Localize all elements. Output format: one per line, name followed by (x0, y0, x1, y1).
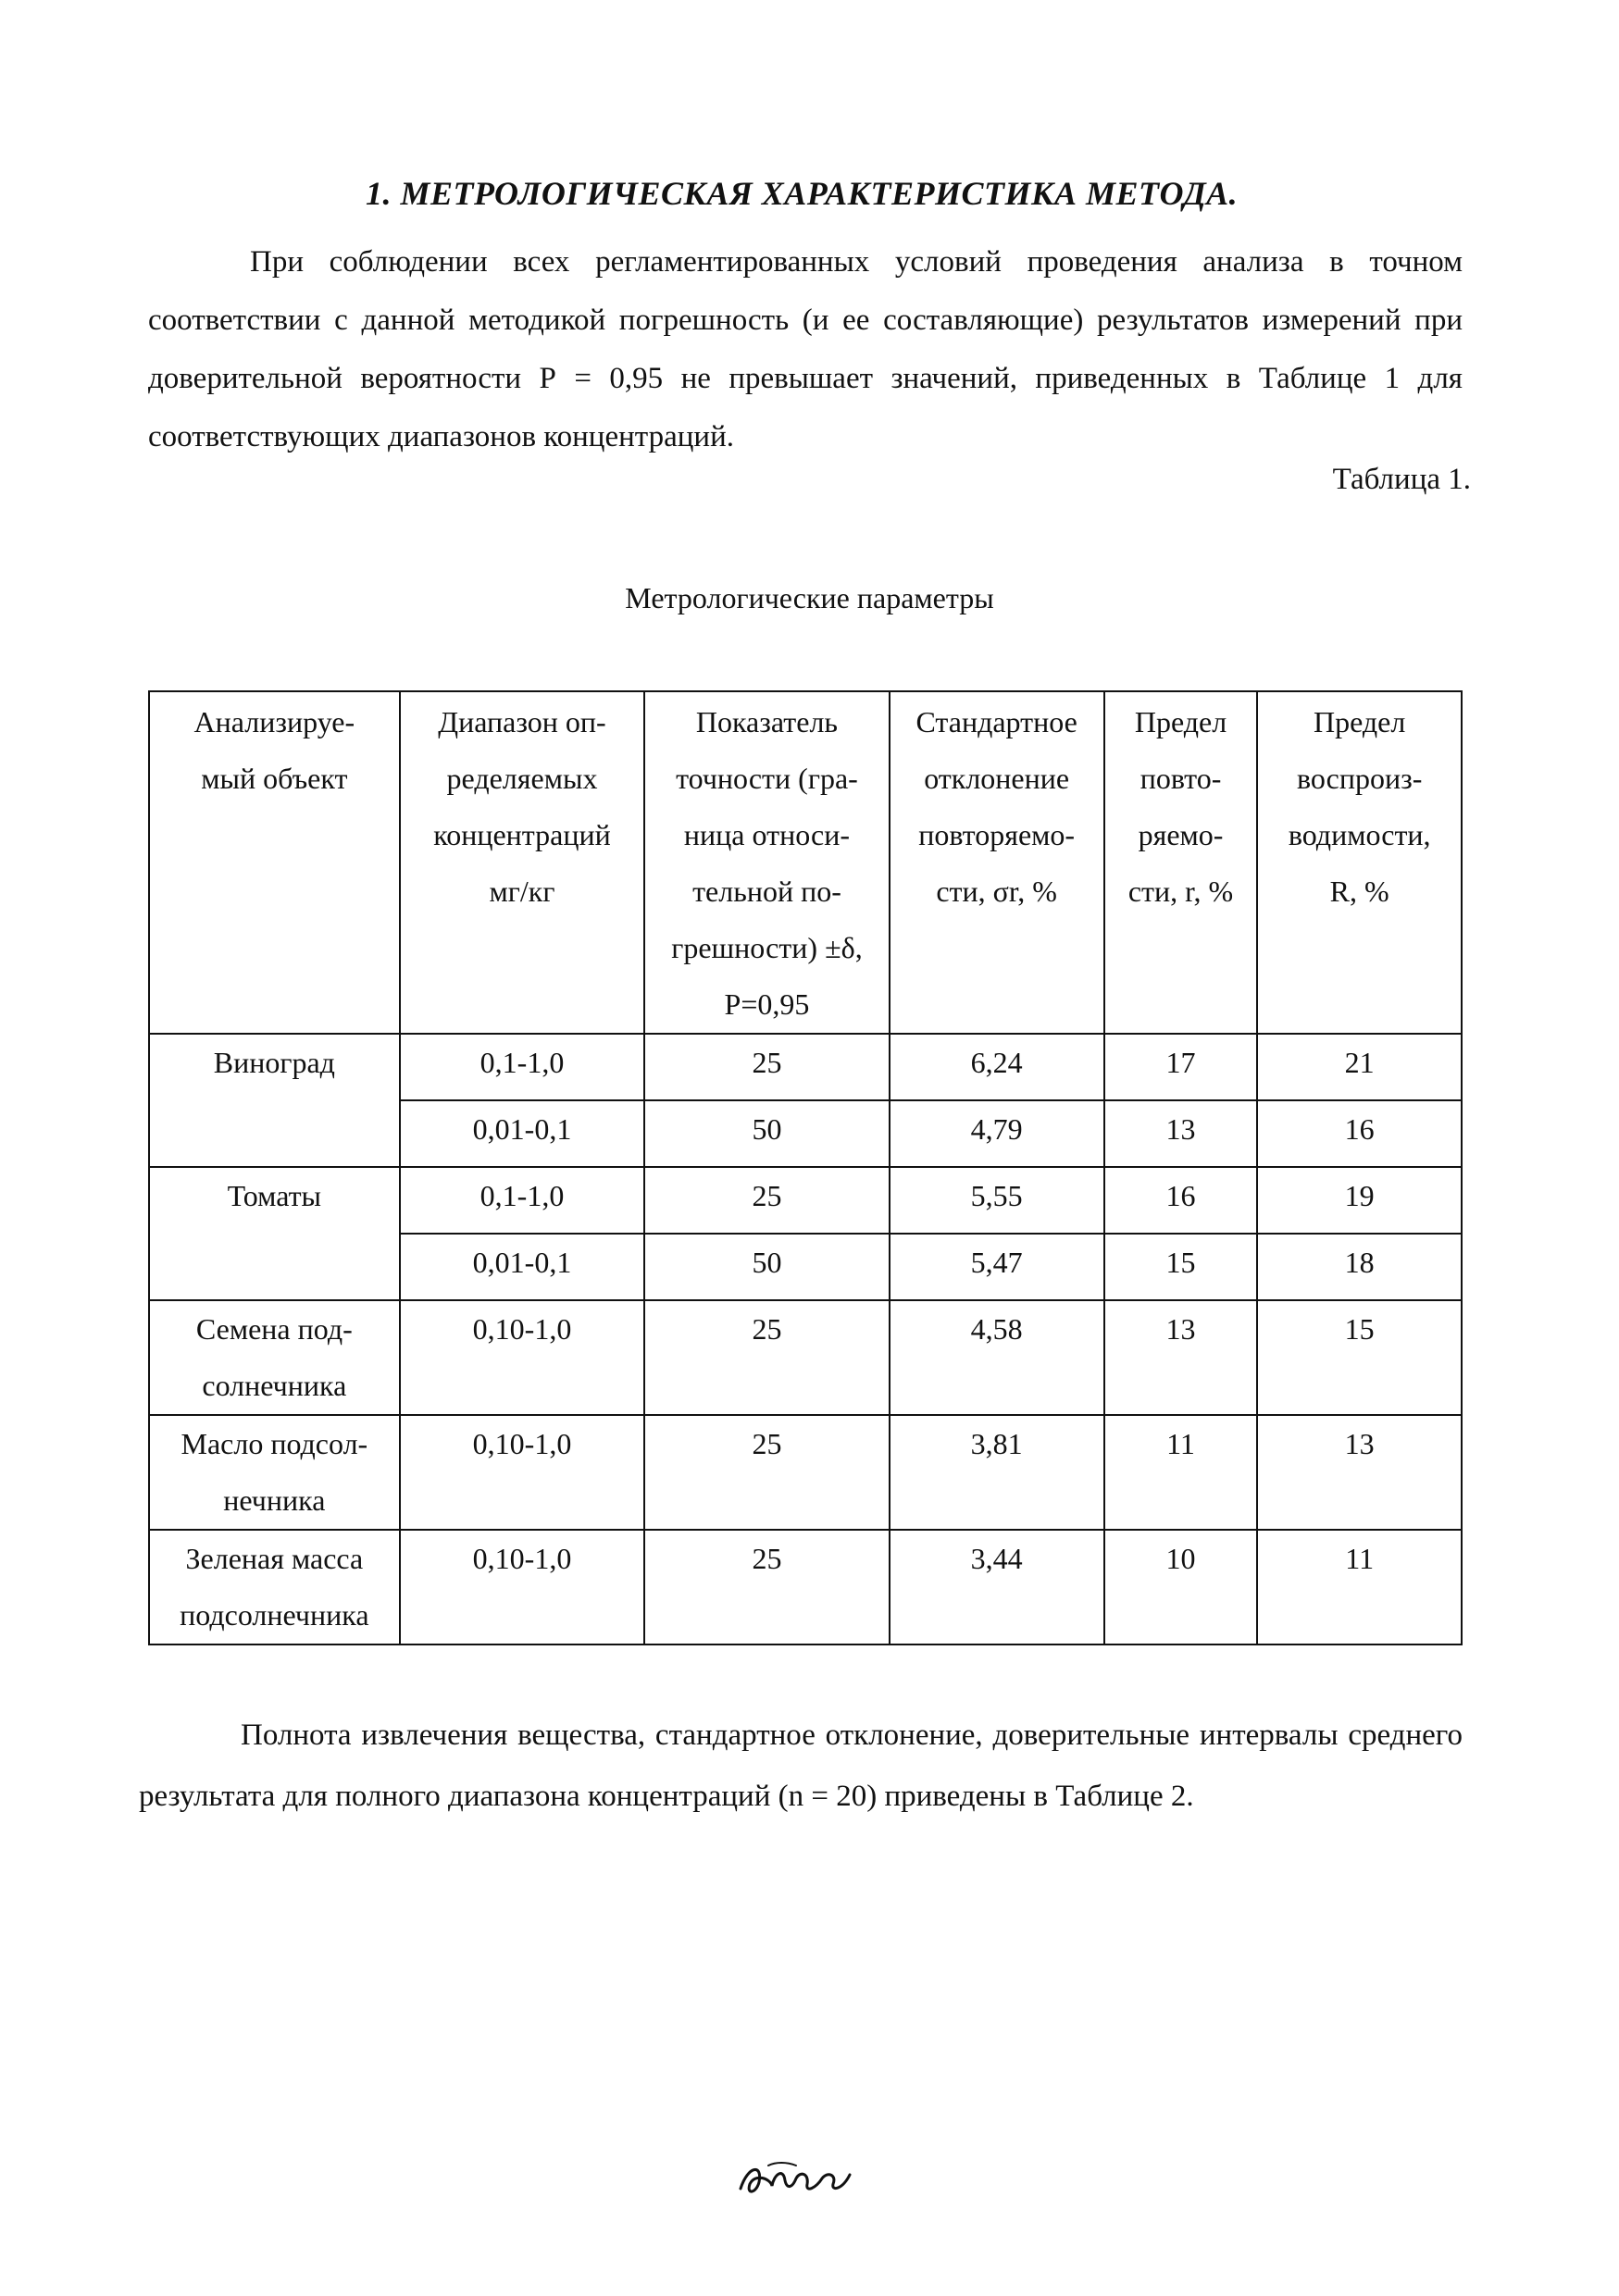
cell-r: 17 (1104, 1034, 1258, 1100)
cell-range: 0,01-0,1 (400, 1234, 645, 1300)
cell-std: 5,47 (890, 1234, 1104, 1300)
cell-accuracy: 25 (644, 1167, 889, 1234)
header-std-deviation: Стандартное отклонение повторяемо- сти, σr, % (890, 691, 1104, 1034)
closing-paragraph (139, 1705, 1463, 1827)
metrological-parameters-table (148, 690, 1463, 1645)
header-range: Диапазон оп- ределяемых концентраций мг/кг (400, 691, 645, 1034)
cell-R: 16 (1257, 1100, 1462, 1167)
table-caption: Таблица 1. (1332, 463, 1471, 496)
cell-R: 15 (1257, 1300, 1462, 1415)
cell-r: 10 (1104, 1530, 1258, 1644)
signature-icon (731, 2147, 879, 2203)
cell-range: 0,1-1,0 (400, 1167, 645, 1234)
cell-accuracy: 50 (644, 1234, 889, 1300)
cell-object: Масло подсол- нечника (149, 1415, 400, 1530)
header-object: Анализируе- мый объект (149, 691, 400, 1034)
cell-R: 19 (1257, 1167, 1462, 1234)
cell-R: 18 (1257, 1234, 1462, 1300)
cell-std: 3,44 (890, 1530, 1104, 1644)
cell-accuracy: 25 (644, 1415, 889, 1530)
cell-accuracy: 25 (644, 1300, 889, 1415)
intro-paragraph-text: При соблюдении всех регламентированных условий проведения анализа в точном соответствии с данной методикой погрешность (и ее составляющие) результатов измерений при доверительной вероятности Р = 0,95 не превышает значений, приведенных в Таблице 1 для соответствующих диапазонов концентраций. (148, 245, 1463, 453)
cell-std: 4,79 (890, 1100, 1104, 1167)
cell-std: 3,81 (890, 1415, 1104, 1530)
cell-r: 13 (1104, 1300, 1258, 1415)
cell-accuracy: 50 (644, 1100, 889, 1167)
cell-accuracy: 25 (644, 1034, 889, 1100)
table-row (149, 1300, 1462, 1415)
table-row (149, 1415, 1462, 1530)
cell-object: Томаты (149, 1167, 400, 1300)
cell-accuracy: 25 (644, 1530, 889, 1644)
cell-range: 0,01-0,1 (400, 1100, 645, 1167)
cell-R: 11 (1257, 1530, 1462, 1644)
cell-r: 13 (1104, 1100, 1258, 1167)
header-repeatability-limit: Предел повто- ряемо- сти, r, % (1104, 691, 1258, 1034)
table-row (149, 1167, 1462, 1234)
cell-object: Виноград (149, 1034, 400, 1167)
table-header-row (149, 691, 1462, 1034)
cell-range: 0,1-1,0 (400, 1034, 645, 1100)
cell-std: 6,24 (890, 1034, 1104, 1100)
cell-range: 0,10-1,0 (400, 1300, 645, 1415)
section-heading: 1. МЕТРОЛОГИЧЕСКАЯ ХАРАКТЕРИСТИКА МЕТОДА. (366, 175, 1239, 212)
header-accuracy: Показатель точности (гра- ница относи- тельной по- грешности) ±δ, Р=0,95 (644, 691, 889, 1034)
table-row (149, 1034, 1462, 1100)
cell-R: 21 (1257, 1034, 1462, 1100)
cell-std: 5,55 (890, 1167, 1104, 1234)
cell-object: Семена под- солнечника (149, 1300, 400, 1415)
table-title: Метрологические параметры (625, 581, 994, 614)
header-reproducibility-limit: Предел воспроиз- водимости, R, % (1257, 691, 1462, 1034)
cell-r: 11 (1104, 1415, 1258, 1530)
table-row (149, 1530, 1462, 1644)
cell-r: 16 (1104, 1167, 1258, 1234)
intro-paragraph (148, 233, 1463, 466)
cell-r: 15 (1104, 1234, 1258, 1300)
cell-std: 4,58 (890, 1300, 1104, 1415)
cell-range: 0,10-1,0 (400, 1415, 645, 1530)
cell-R: 13 (1257, 1415, 1462, 1530)
closing-paragraph-text: Полнота извлечения вещества, стандартное отклонение, доверительные интервалы среднего результата для полного диапазона концентраций (n = 20) приведены в Таблице 2. (139, 1719, 1463, 1813)
cell-object: Зеленая масса подсолнечника (149, 1530, 400, 1644)
cell-range: 0,10-1,0 (400, 1530, 645, 1644)
